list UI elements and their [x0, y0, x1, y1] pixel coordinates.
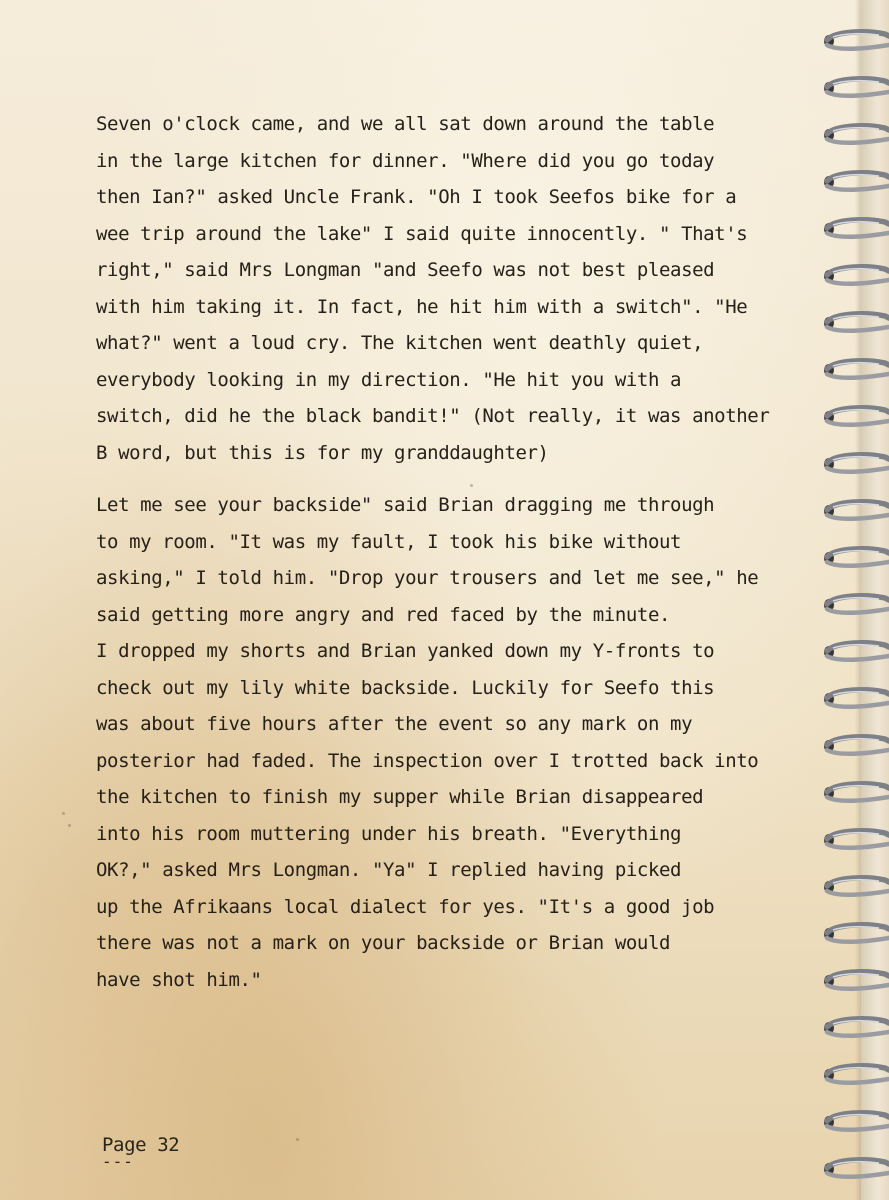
paragraph-2 — [96, 487, 796, 998]
text-line: Seven o'clock came, and we all sat down around the table — [96, 113, 715, 135]
paragraph-1 — [96, 106, 796, 471]
spiral-ring — [824, 408, 889, 425]
text-line: into his room muttering under his breath. "Everything — [96, 822, 682, 845]
page-footer — [102, 1134, 180, 1171]
spiral-ring — [824, 1066, 889, 1083]
paragraph-gap — [96, 471, 796, 487]
text-line: then Ian?" asked Uncle Frank. "Oh I took Seefos bike for a — [96, 186, 737, 208]
text-line: there was not a mark on your backside or Brian would — [96, 932, 671, 954]
text-line: right," said Mrs Longman "and Seefo was not best pleased — [96, 259, 715, 281]
page-number: Page 32 — [102, 1134, 180, 1156]
text-line: check out my lily white backside. Luckily for Seefo this — [96, 676, 715, 699]
paper-speck — [68, 824, 71, 827]
footer-rule: --- — [102, 1152, 134, 1171]
text-line: B word, but this is for my granddaughter) — [96, 441, 549, 464]
text-line: the kitchen to finish my supper while Brian disappeared — [96, 786, 704, 808]
spiral-ring — [824, 1160, 889, 1177]
spiral-ring — [824, 455, 889, 472]
story-text — [96, 106, 796, 998]
spiral-ring — [824, 831, 889, 848]
spiral-ring — [824, 267, 889, 284]
text-line: wee trip around the lake" I said quite innocently. " That's — [96, 222, 748, 245]
spiral-ring — [824, 972, 889, 989]
spiral-ring — [824, 32, 889, 49]
spiral-ring — [824, 1019, 889, 1036]
text-line: have shot him." — [96, 968, 262, 991]
spiral-ring — [824, 737, 889, 754]
text-line: posterior had faded. The inspection over I trotted back into — [96, 749, 759, 772]
spiral-ring — [824, 361, 889, 378]
spiral-ring — [824, 596, 889, 613]
spiral-ring — [824, 502, 889, 519]
text-line: was about five hours after the event so any mark on my — [96, 713, 693, 735]
spiral-ring — [824, 549, 889, 566]
text-line: up the Afrikaans local dialect for yes. "It's a good job — [96, 895, 715, 918]
spiral-ring — [824, 925, 889, 942]
paper-speck — [62, 812, 65, 815]
spiral-ring — [824, 643, 889, 660]
spiral-ring — [824, 220, 889, 237]
spiral-ring — [824, 690, 889, 707]
spiral-ring — [824, 784, 889, 801]
spiral-ring — [824, 878, 889, 895]
text-line: what?" went a loud cry. The kitchen went deathly quiet, — [96, 332, 704, 354]
text-line: in the large kitchen for dinner. "Where did you go today — [96, 149, 715, 172]
text-line: said getting more angry and red faced by the minute. — [96, 603, 671, 626]
paper-speck — [296, 1138, 299, 1141]
spiral-ring — [824, 173, 889, 190]
spiral-binding — [815, 0, 889, 1200]
text-line: with him taking it. In fact, he hit him with a switch". "He — [96, 295, 748, 318]
spiral-ring — [824, 314, 889, 331]
text-line: asking," I told him. "Drop your trousers and let me see," he — [96, 567, 759, 589]
spiral-ring — [824, 1113, 889, 1130]
text-line: everybody looking in my direction. "He hit you with a — [96, 368, 682, 391]
text-line: OK?," asked Mrs Longman. "Ya" I replied having picked — [96, 859, 682, 881]
text-line: Let me see your backside" said Brian dragging me through — [96, 494, 715, 516]
text-line: to my room. "It was my fault, I took his bike without — [96, 530, 682, 553]
text-line: switch, did he the black bandit!" (Not really, it was another — [96, 405, 770, 427]
spiral-ring — [824, 126, 889, 143]
spiral-ring — [824, 79, 889, 96]
text-line: I dropped my shorts and Brian yanked down my Y-fronts to — [96, 640, 715, 662]
